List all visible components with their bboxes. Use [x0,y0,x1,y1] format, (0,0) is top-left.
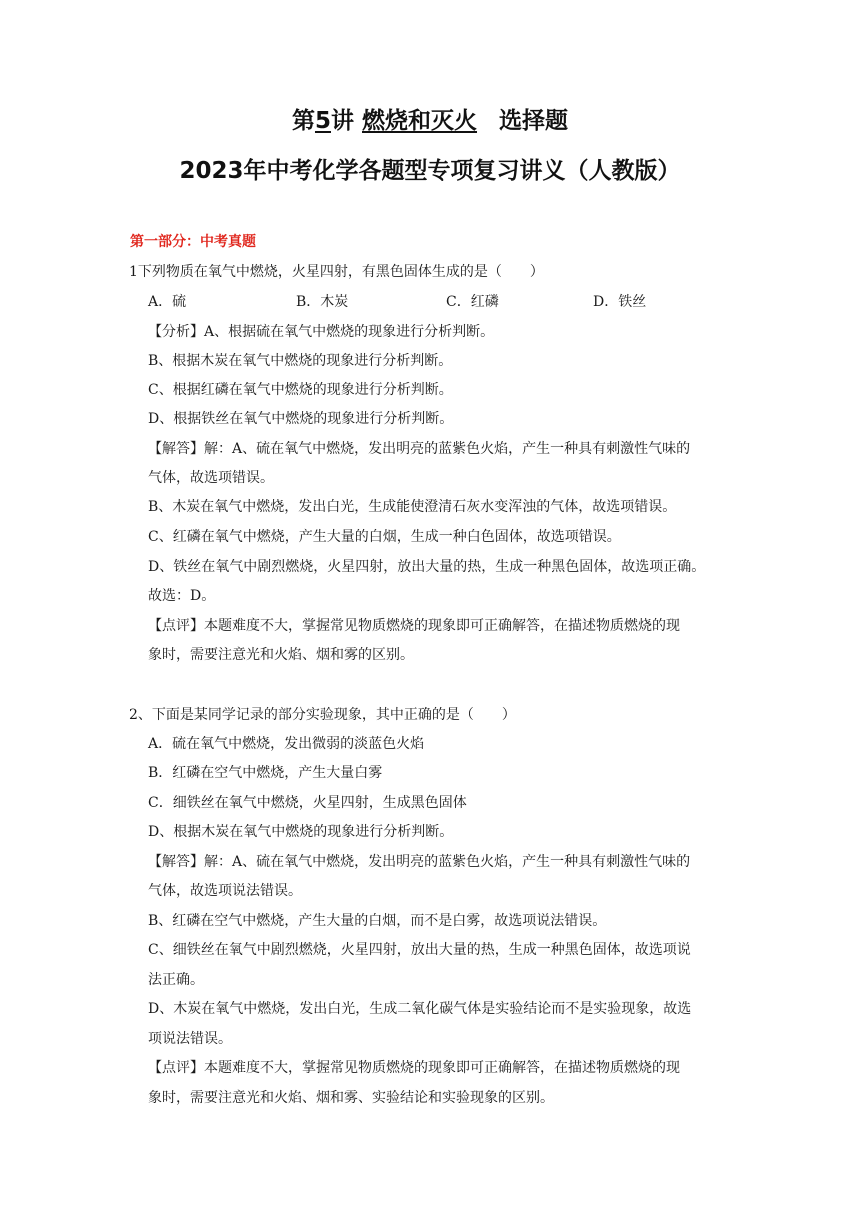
q1-comment-line: 【点评】本题难度不大，掌握常见物质燃烧的现象即可正确解答，在描述物质燃烧的现 [148,618,680,634]
q2-option-d: D、根据木炭在氧气中燃烧的现象进行分析判断。 [148,824,454,840]
q2-comment-line: 象时，需要注意光和火焰、烟和雾、实验结论和实验现象的区别。 [148,1090,554,1106]
q2-option-b: B．红磷在空气中燃烧，产生大量白雾 [148,765,383,781]
title-mid: 讲 [331,108,354,134]
title-type: 选择题 [499,108,569,134]
q1-option-d: D．铁丝 [593,294,647,310]
q1-answer-line: 故选：D。 [148,588,216,604]
q2-answer-line: 气体，故选项说法错误。 [148,883,302,899]
q1-answer-line: C、红磷在氧气中燃烧，产生大量的白烟，生成一种白色固体，故选项错误。 [148,529,621,545]
q1-analysis-line: D、根据铁丝在氧气中燃烧的现象进行分析判断。 [148,411,454,427]
q2-option-a: A．硫在氧气中燃烧，发出微弱的淡蓝色火焰 [148,736,425,752]
q1-option-c: C．红磷 [446,294,499,310]
q1-comment-line: 象时，需要注意光和火焰、烟和雾的区别。 [148,647,414,663]
q1-option-b: B．木炭 [296,294,349,310]
q2-answer-line: 项说法错误。 [148,1031,232,1047]
q2-answer-line: D、木炭在氧气中燃烧，发出白光，生成二氧化碳气体是实验结论而不是实验现象，故选 [148,1001,692,1017]
q2-stem: 2、下面是某同学记录的部分实验现象，其中正确的是（ ） [129,707,516,723]
q1-answer-line: 【解答】解：A、硫在氧气中燃烧，发出明亮的蓝紫色火焰，产生一种具有刺激性气味的 [148,441,691,457]
q2-answer-line: 【解答】解：A、硫在氧气中燃烧，发出明亮的蓝紫色火焰，产生一种具有刺激性气味的 [148,854,691,870]
q1-analysis-line: B、根据木炭在氧气中燃烧的现象进行分析判断。 [148,353,453,369]
title-topic: 燃烧和灭火 [362,108,478,134]
lecture-title [0,106,860,136]
document-subtitle: 2023年中考化学各题型专项复习讲义（人教版） [179,158,681,184]
q1-answer-line: 气体，故选项错误。 [148,470,274,486]
title-prefix: 第 [291,108,315,134]
q2-option-c: C．细铁丝在氧气中燃烧，火星四射，生成黑色固体 [148,795,467,811]
q2-answer-line: B、红磷在空气中燃烧，产生大量的白烟，而不是白雾，故选项说法错误。 [148,913,607,929]
q1-analysis-line: 【分析】A、根据硫在氧气中燃烧的现象进行分析判断。 [148,324,495,340]
q1-answer-line: D、铁丝在氧气中剧烈燃烧，火星四射，放出大量的热，生成一种黑色固体，故选项正确。 [148,559,706,575]
q1-analysis-line: C、根据红磷在氧气中燃烧的现象进行分析判断。 [148,382,453,398]
title-number: 5 [314,108,331,134]
q2-comment-line: 【点评】本题难度不大，掌握常见物质燃烧的现象即可正确解答，在描述物质燃烧的现 [148,1060,680,1076]
q2-answer-line: 法正确。 [148,972,204,988]
q1-option-a: A．硫 [148,294,187,310]
q1-answer-line: B、木炭在氧气中燃烧，发出白光，生成能使澄清石灰水变浑浊的气体，故选项错误。 [148,499,677,515]
section-label: 第一部分：中考真题 [130,234,256,250]
q1-stem: 1下列物质在氧气中燃烧，火星四射，有黑色固体生成的是（ ） [129,264,544,280]
q2-answer-line: C、细铁丝在氧气中剧烈燃烧，火星四射，放出大量的热，生成一种黑色固体，故选项说 [148,942,691,958]
